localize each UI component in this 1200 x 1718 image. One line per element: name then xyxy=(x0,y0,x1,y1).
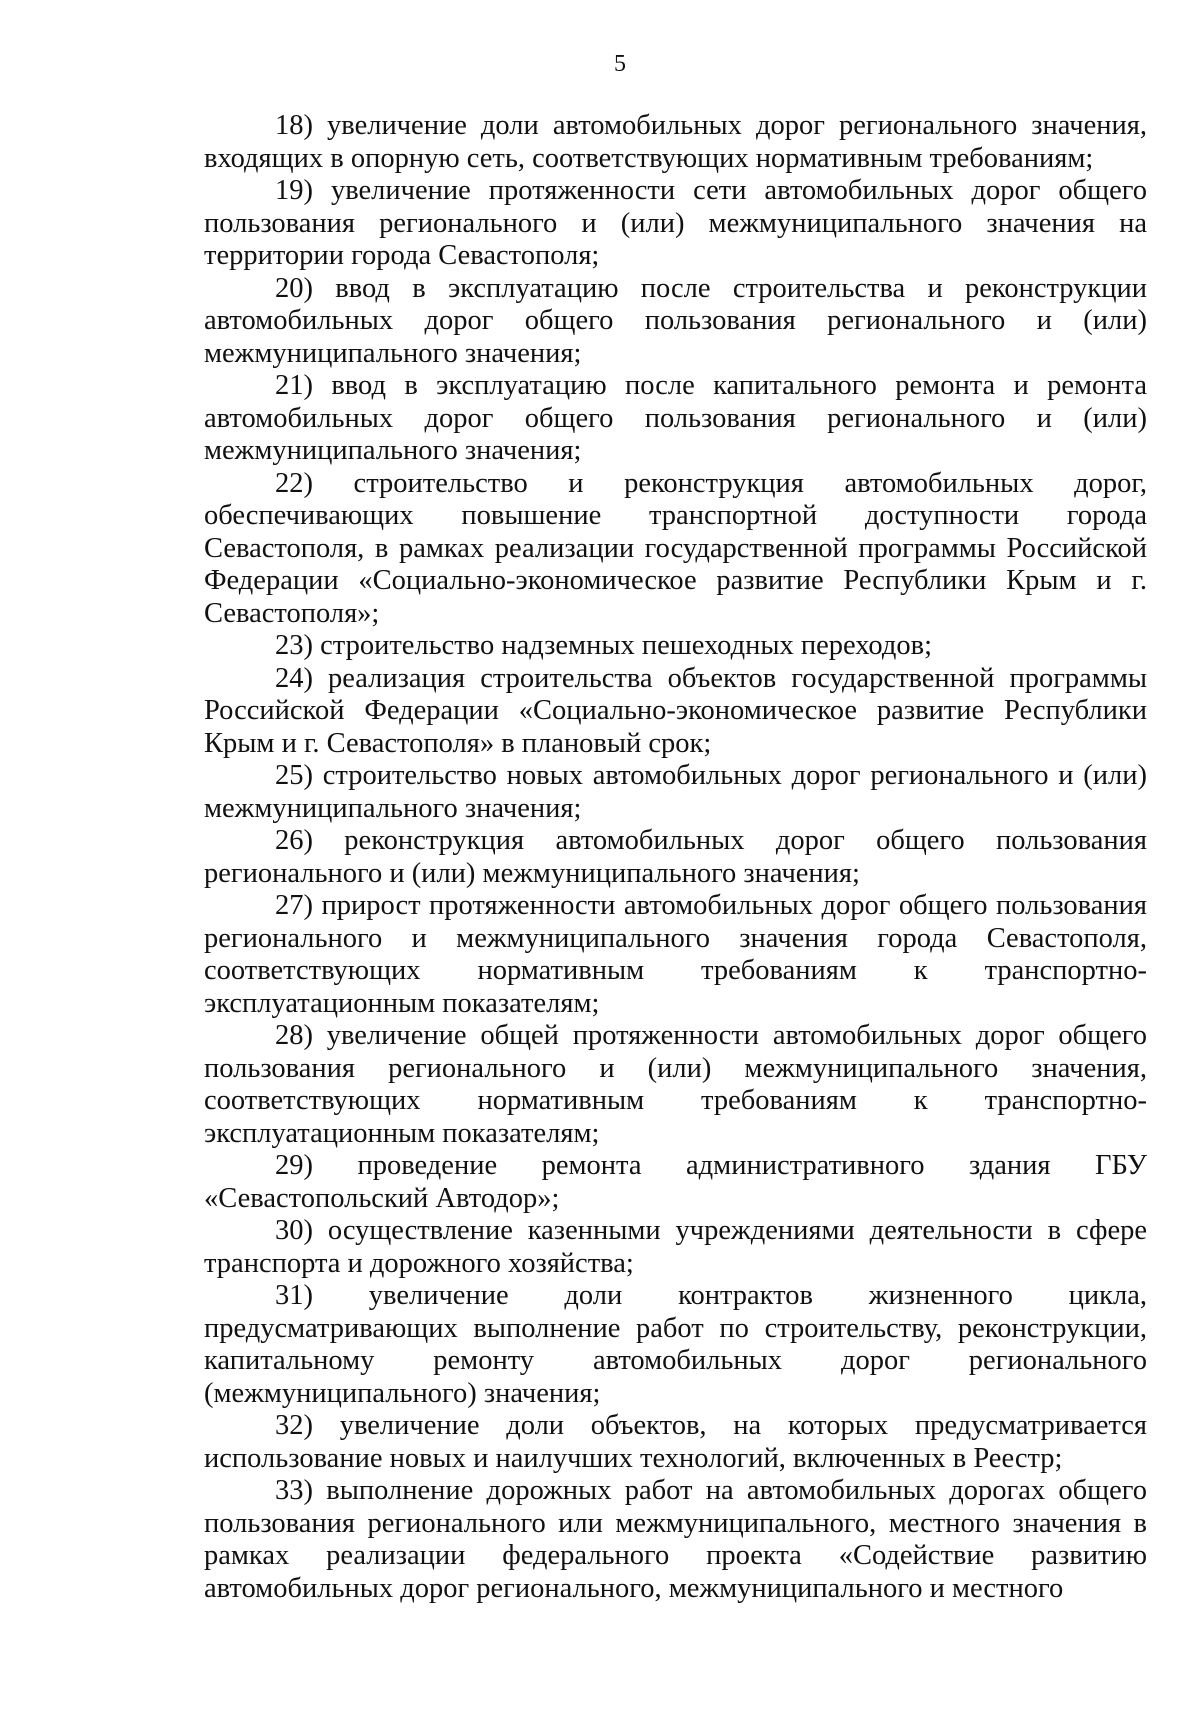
list-item: 31) увеличение доли контрактов жизненного цикла, предусматривающих выполнение работ по строительству, реконструкции, капитальному ремонту автомобильных дорог регионального (межмуниципального) значения; xyxy=(204,1280,1147,1409)
list-item: 25) строительство новых автомобильных дорог регионального и (или) межмуниципального значения; xyxy=(204,760,1147,824)
list-item: 33) выполнение дорожных работ на автомобильных дорогах общего пользования регионального или межмуниципального, местного значения в рамках реализации федерального проекта «Содействие развитию автомобильных дорог регионального, межмуниципального и местного xyxy=(204,1475,1147,1604)
list-item: 19) увеличение протяженности сети автомобильных дорог общего пользования регионального и (или) межмуниципального значения на территории города Севастополя; xyxy=(204,175,1147,271)
document-body xyxy=(204,110,1147,1605)
list-item: 21) ввод в эксплуатацию после капитального ремонта и ремонта автомобильных дорог общего пользования регионального и (или) межмуниципального значения; xyxy=(204,370,1147,466)
list-item: 22) строительство и реконструкция автомобильных дорог, обеспечивающих повышение транспортной доступности города Севастополя, в рамках реализации государственной программы Российской Федерации «Социально-экономическое развитие Республики Крым и г. Севастополя»; xyxy=(204,467,1147,629)
list-item: 20) ввод в эксплуатацию после строительства и реконструкции автомобильных дорог общего пользования регионального и (или) межмуниципального значения; xyxy=(204,272,1147,369)
list-item: 32) увеличение доли объектов, на которых предусматривается использование новых и наилучших технологий, включенных в Реестр; xyxy=(204,1410,1147,1474)
list-item: 24) реализация строительства объектов государственной программы Российской Федерации «Социально-экономическое развитие Республики Крым и г. Севастополя» в плановый срок; xyxy=(204,662,1147,759)
list-item: 27) прирост протяженности автомобильных дорог общего пользования регионального и межмуниципального значения города Севастополя, соответствующих нормативным требованиям к транспортно-эксплуатационным показателям; xyxy=(204,890,1147,1019)
list-item: 18) увеличение доли автомобильных дорог регионального значения, входящих в опорную сеть, соответствующих нормативным требованиям; xyxy=(204,110,1147,174)
list-item: 26) реконструкция автомобильных дорог общего пользования регионального и (или) межмуниципального значения; xyxy=(204,825,1147,889)
list-item: 30) осуществление казенными учреждениями деятельности в сфере транспорта и дорожного хозяйства; xyxy=(204,1215,1147,1279)
list-item: 29) проведение ремонта административного здания ГБУ «Севастопольский Автодор»; xyxy=(204,1150,1147,1214)
list-item: 28) увеличение общей протяженности автомобильных дорог общего пользования регионального и (или) межмуниципального значения, соответствующих нормативным требованиям к транспортно-эксплуатационным показателям; xyxy=(204,1020,1147,1149)
page-number: 5 xyxy=(614,51,626,77)
list-item: 23) строительство надземных пешеходных переходов; xyxy=(275,630,932,661)
